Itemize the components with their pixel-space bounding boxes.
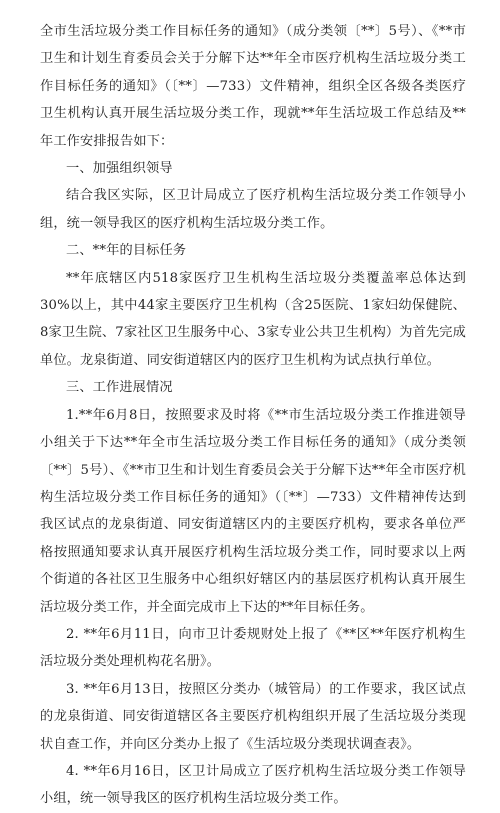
intro-paragraph: 全市生活垃圾分类工作目标任务的通知》（成分类领〔**〕5号）、《**市卫生和计划生育委员会关于分解下达**年全市医疗机构生活垃圾分类工作目标任务的通知》（〔**〕—733）文件精神，组织全区各级各类医疗卫生机构认真开展生活垃圾分类工作，现就**年生活垃圾工作总结及**年工作安排报告如下：	[40, 24, 466, 149]
progress-item-3: 3. **年6月13日，按照区分类办（城管局）的工作要求，我区试点的龙泉街道、同安街道辖区各主要医疗机构组织开展了生活垃圾分类现状自查工作，并向区分类办上报了《生活垃圾分类现状调查表》。	[40, 681, 466, 752]
section2-heading: 二、**年的目标任务	[66, 243, 187, 259]
section1-paragraph: 结合我区实际，区卫计局成立了医疗机构生活垃圾分类工作领导小组，统一领导我区的医疗机构生活垃圾分类工作。	[40, 188, 466, 231]
progress-item-4: 4. **年6月16日，区卫计局成立了医疗机构生活垃圾分类工作领导小组，统一领导我区的医疗机构生活垃圾分类工作。	[40, 763, 466, 807]
document-body	[40, 18, 466, 813]
section2-paragraph: **年底辖区内518家医疗卫生机构生活垃圾分类覆盖率总体达到30%以上，其中44家主要医疗卫生机构（含25医院、1家妇幼保健院、8家卫生院、7家社区卫生服务中心、3家专业公共卫生机构）为首先完成单位。龙泉街道、同安街道辖区内的医疗卫生机构为试点执行单位。	[40, 270, 466, 368]
progress-item-2: 2. **年6月11日，向市卫计委规财处上报了《**区**年医疗机构生活垃圾分类处理机构花名册》。	[40, 626, 466, 670]
section1-heading: 一、加强组织领导	[66, 161, 173, 177]
progress-item-1: 1.**年6月8日，按照要求及时将《**市生活垃圾分类工作推进领导小组关于下达**年全市生活垃圾分类工作目标任务的通知》（成分类领〔**〕5号）、《**市卫生和计划生育委员会关于分解下达**年全市医疗机构生活垃圾分类工作目标任务的通知》（〔**〕—733）文件精神传达到我区试点的龙泉街道、同安街道辖区内的主要医疗机构，要求各单位严格按照通知要求认真开展医疗机构生活垃圾分类工作，同时要求以上两个街道的各社区卫生服务中心组织好辖区内的基层医疗机构认真开展生活垃圾分类工作，并全面完成市上下达的**年目标任务。	[40, 407, 466, 615]
section3-heading: 三、工作进展情况	[66, 380, 173, 396]
